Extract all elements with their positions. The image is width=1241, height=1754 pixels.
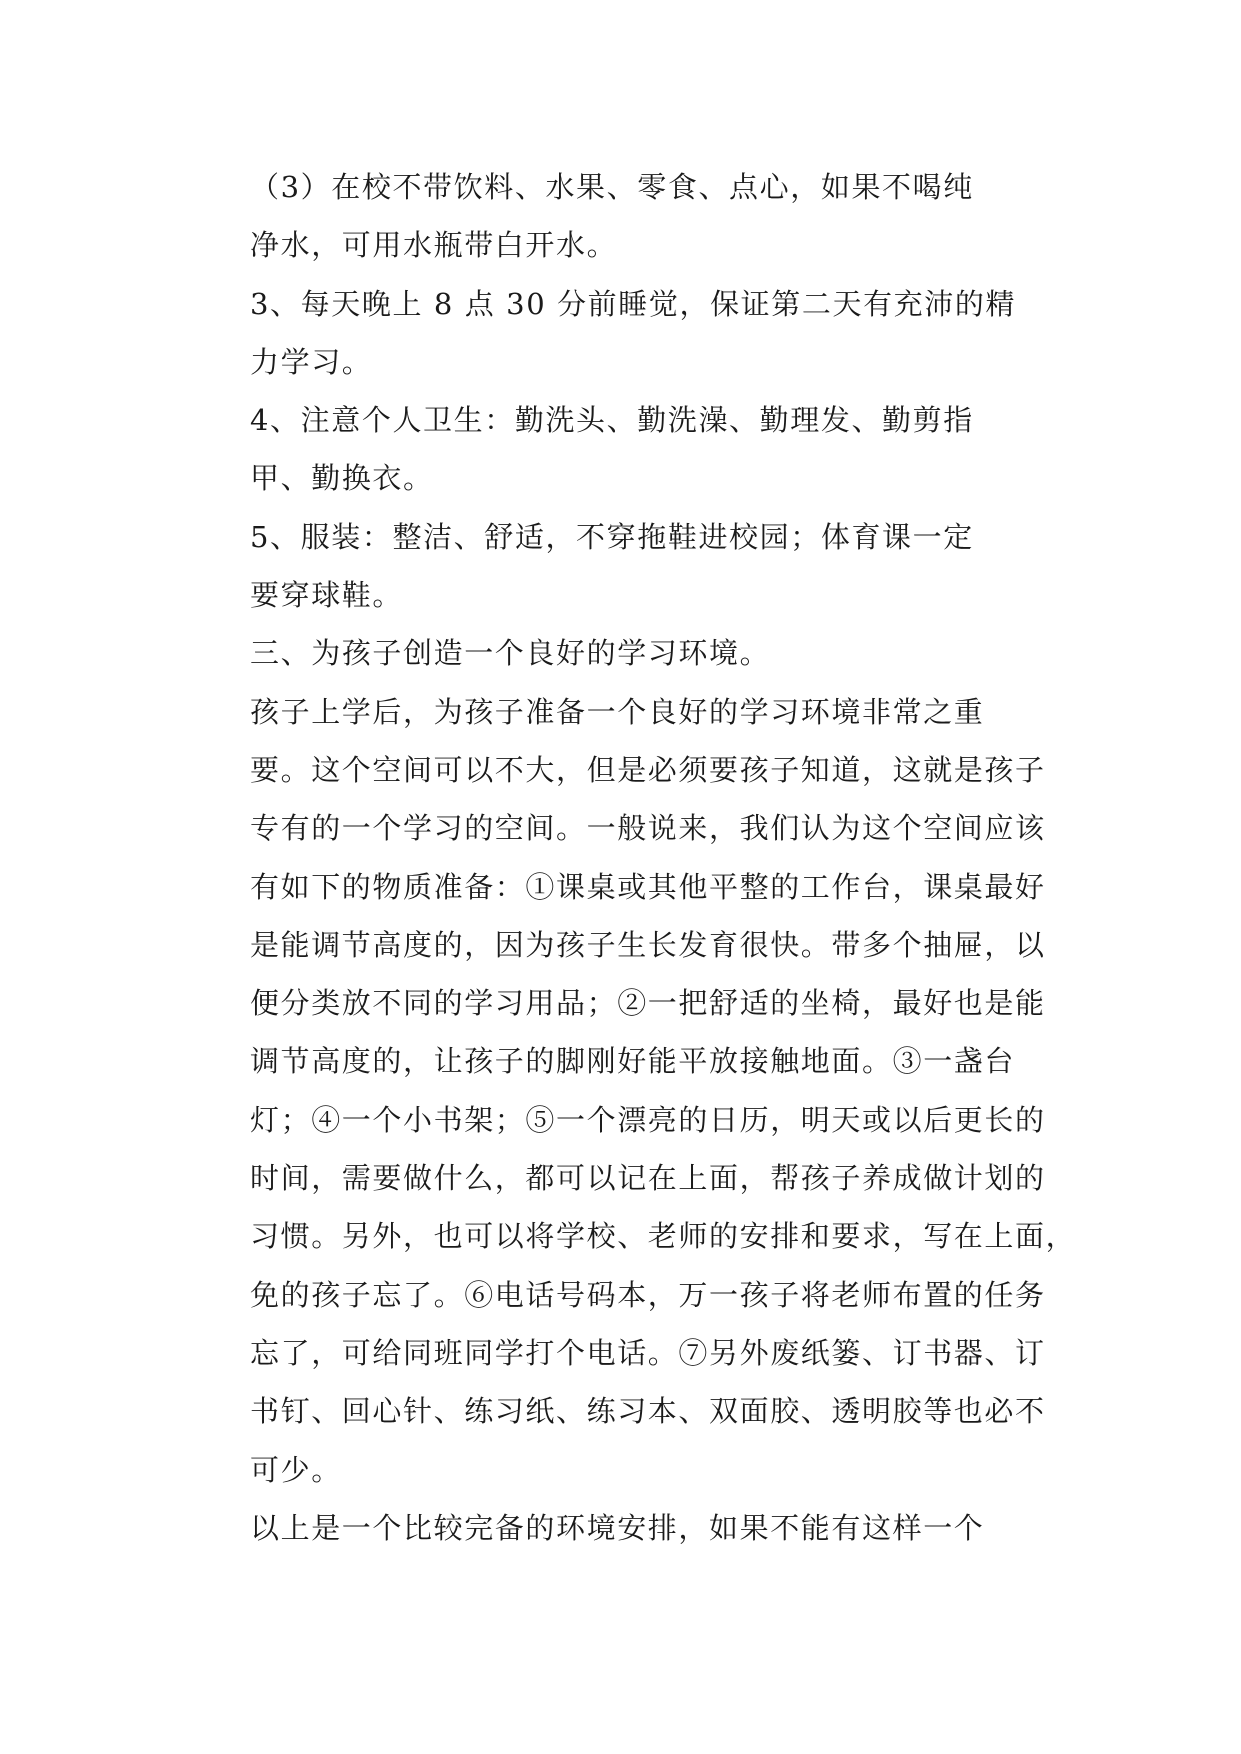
text-line: 以上是一个比较完备的环境安排，如果不能有这样一个 xyxy=(250,1510,985,1545)
text-line: 力学习。 xyxy=(250,344,373,379)
text-line: 可少。 xyxy=(250,1452,342,1487)
text-line: 要穿球鞋。 xyxy=(250,578,404,613)
paragraph-hygiene xyxy=(192,391,1052,508)
text-line: 要。这个空间可以不大，但是必须要孩子知道，这就是孩子 xyxy=(250,752,1046,787)
text-line: 甲、勤换衣。 xyxy=(250,461,434,496)
text-line: 忘了，可给同班同学打个电话。⑦另外废纸篓、订书器、订 xyxy=(250,1335,1046,1370)
text-line: 三、为孩子创造一个良好的学习环境。 xyxy=(250,636,771,671)
text-line: 习惯。另外，也可以将学校、老师的安排和要求，写在上面， xyxy=(250,1219,1077,1254)
text-line: 有如下的物质准备：①课桌或其他平整的工作台，课桌最好 xyxy=(250,869,1046,904)
text-line: 孩子上学后，为孩子准备一个良好的学习环境非常之重 xyxy=(250,694,985,729)
text-line: 便分类放不同的学习用品；②一把舒适的坐椅，最好也是能 xyxy=(250,986,1046,1021)
text-line: 3、每天晚上 8 点 30 分前睡觉，保证第二天有充沛的精 xyxy=(250,286,1017,321)
text-line: 免的孩子忘了。⑥电话号码本，万一孩子将老师布置的任务 xyxy=(250,1277,1046,1312)
paragraph-study-space xyxy=(192,683,1077,1499)
text-line: 专有的一个学习的空间。一般说来，我们认为这个空间应该 xyxy=(250,811,1046,846)
text-line: 5、服装：整洁、舒适，不穿拖鞋进校园；体育课一定 xyxy=(250,519,974,554)
paragraph-no-drinks xyxy=(192,158,1052,275)
text-line: 净水，可用水瓶带白开水。 xyxy=(250,228,618,263)
paragraph-summary xyxy=(192,1499,1052,1557)
paragraph-clothing xyxy=(192,508,1052,625)
paragraph-bedtime xyxy=(192,275,1052,392)
text-line: 书钉、回心针、练习纸、练习本、双面胶、透明胶等也必不 xyxy=(250,1394,1046,1429)
text-line: 时间，需要做什么，都可以记在上面，帮孩子养成做计划的 xyxy=(250,1161,1046,1196)
text-line: （3）在校不带饮料、水果、零食、点心，如果不喝纯 xyxy=(250,170,974,204)
text-line: 灯；④一个小书架；⑤一个漂亮的日历，明天或以后更长的 xyxy=(250,1102,1046,1137)
section-heading-learning-environment xyxy=(192,624,1052,682)
text-line: 4、注意个人卫生：勤洗头、勤洗澡、勤理发、勤剪指 xyxy=(250,403,974,438)
text-line: 是能调节高度的，因为孩子生长发育很快。带多个抽屉，以 xyxy=(250,927,1046,962)
text-line: 调节高度的，让孩子的脚刚好能平放接触地面。③一盏台 xyxy=(250,1044,1016,1079)
document-body xyxy=(192,158,1077,1557)
